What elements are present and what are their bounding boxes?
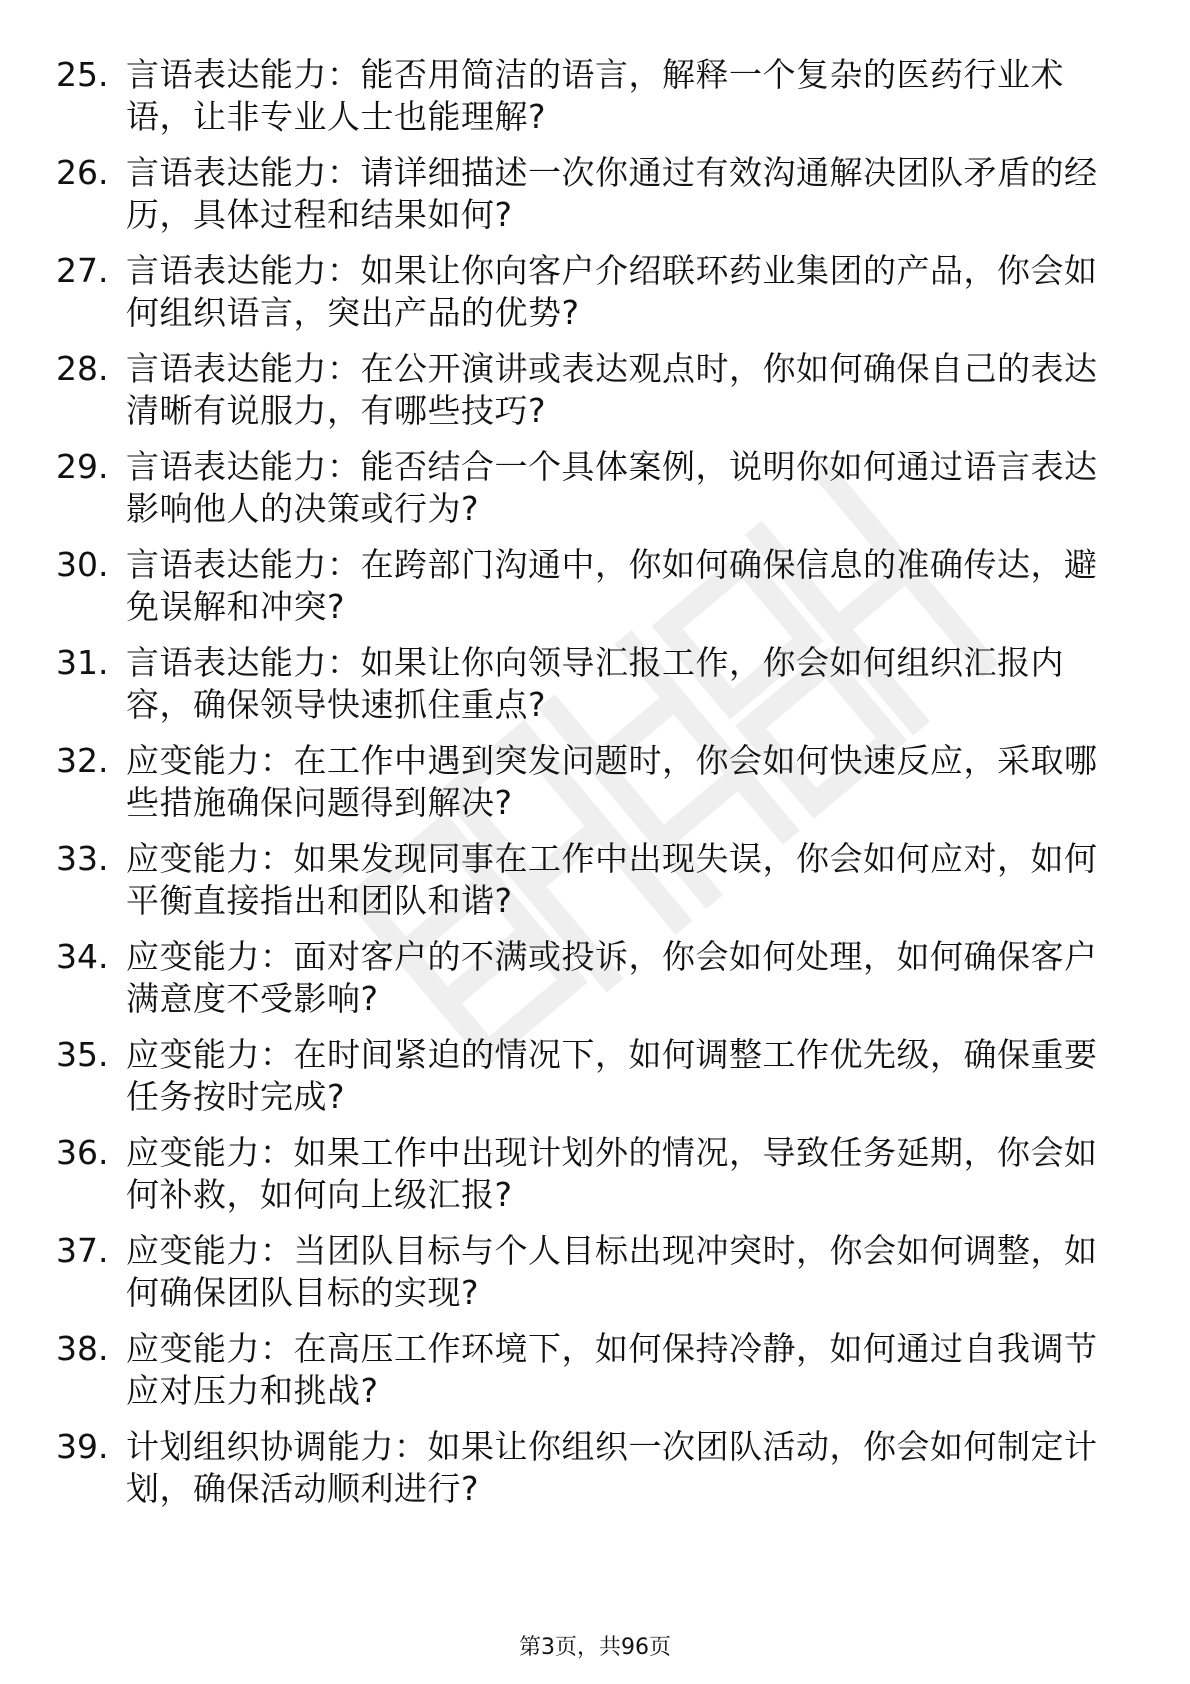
question-list xyxy=(56,48,1116,1518)
question-number: 37. xyxy=(56,1231,109,1270)
question-item xyxy=(56,342,1116,440)
question-number: 28. xyxy=(56,349,109,388)
question-item xyxy=(56,440,1116,538)
question-item xyxy=(56,1028,1116,1126)
question-number: 26. xyxy=(56,153,109,192)
question-text: 应变能力：在工作中遇到突发问题时，你会如何快速反应，采取哪些措施确保问题得到解决? xyxy=(126,741,1098,822)
question-number: 38. xyxy=(56,1329,109,1368)
question-item xyxy=(56,1322,1116,1420)
question-text: 计划组织协调能力：如果让你组织一次团队活动，你会如何制定计划，确保活动顺利进行? xyxy=(126,1427,1098,1508)
question-item xyxy=(56,1420,1116,1518)
question-text: 言语表达能力：在公开演讲或表达观点时，你如何确保自己的表达清晰有说服力，有哪些技巧? xyxy=(126,349,1098,430)
question-text: 言语表达能力：请详细描述一次你通过有效沟通解决团队矛盾的经历，具体过程和结果如何? xyxy=(126,153,1098,234)
question-number: 34. xyxy=(56,937,109,976)
question-item xyxy=(56,244,1116,342)
question-item xyxy=(56,146,1116,244)
question-text: 应变能力：在高压工作环境下，如何保持冷静，如何通过自我调节应对压力和挑战? xyxy=(126,1329,1098,1410)
question-number: 35. xyxy=(56,1035,109,1074)
question-item xyxy=(56,48,1116,146)
question-item xyxy=(56,734,1116,832)
question-number: 33. xyxy=(56,839,109,878)
question-number: 36. xyxy=(56,1133,109,1172)
question-item xyxy=(56,636,1116,734)
question-number: 30. xyxy=(56,545,109,584)
question-number: 31. xyxy=(56,643,109,682)
question-number: 29. xyxy=(56,447,109,486)
question-number: 32. xyxy=(56,741,109,780)
question-text: 应变能力：如果发现同事在工作中出现失误，你会如何应对，如何平衡直接指出和团队和谐? xyxy=(126,839,1098,920)
question-item xyxy=(56,1224,1116,1322)
question-text: 言语表达能力：如果让你向领导汇报工作，你会如何组织汇报内容，确保领导快速抓住重点? xyxy=(126,643,1064,724)
question-text: 应变能力：当团队目标与个人目标出现冲突时，你会如何调整，如何确保团队目标的实现? xyxy=(126,1231,1098,1312)
question-item xyxy=(56,832,1116,930)
question-text: 言语表达能力：如果让你向客户介绍联环药业集团的产品，你会如何组织语言，突出产品的优势? xyxy=(126,251,1098,332)
question-item xyxy=(56,930,1116,1028)
question-text: 言语表达能力：能否结合一个具体案例，说明你如何通过语言表达影响他人的决策或行为? xyxy=(126,447,1098,528)
question-item xyxy=(56,538,1116,636)
page-number-footer: 第3页，共96页 xyxy=(519,1635,671,1660)
question-number: 39. xyxy=(56,1427,109,1466)
question-text: 应变能力：在时间紧迫的情况下，如何调整工作优先级，确保重要任务按时完成? xyxy=(126,1035,1098,1116)
question-item xyxy=(56,1126,1116,1224)
question-text: 应变能力：面对客户的不满或投诉，你会如何处理，如何确保客户满意度不受影响? xyxy=(126,937,1098,1018)
question-number: 25. xyxy=(56,55,109,94)
question-text: 言语表达能力：在跨部门沟通中，你如何确保信息的准确传达，避免误解和冲突? xyxy=(126,545,1098,626)
question-text: 应变能力：如果工作中出现计划外的情况，导致任务延期，你会如何补救，如何向上级汇报? xyxy=(126,1133,1098,1214)
question-number: 27. xyxy=(56,251,109,290)
question-text: 言语表达能力：能否用简洁的语言，解释一个复杂的医药行业术语，让非专业人士也能理解? xyxy=(126,55,1064,136)
